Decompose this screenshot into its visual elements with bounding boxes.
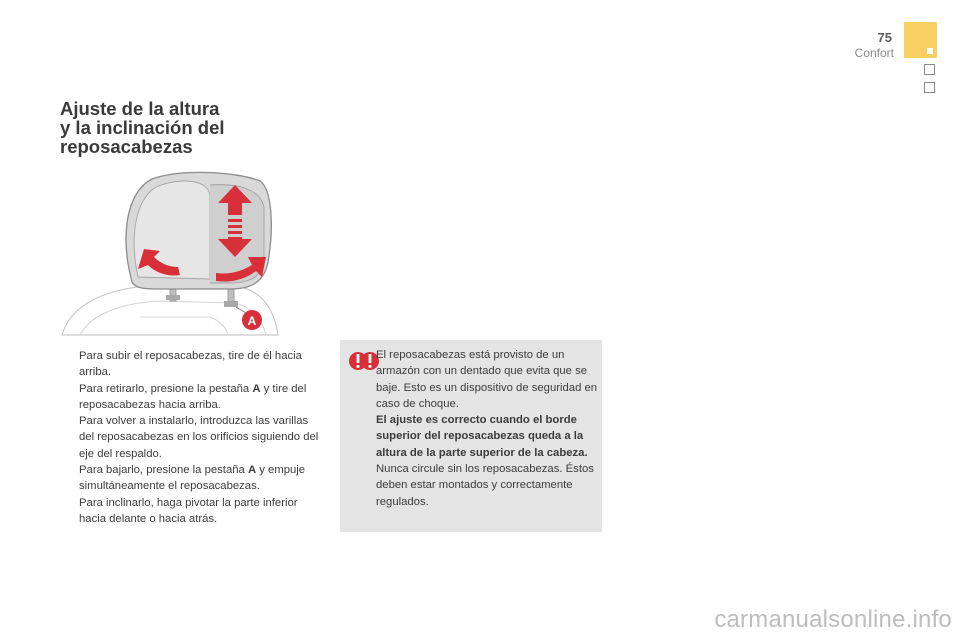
page-number: 75 (877, 30, 892, 45)
title-line: Ajuste de la altura (60, 98, 220, 119)
tab-reference: A (247, 464, 257, 477)
list-item (60, 495, 322, 528)
warning-text (376, 347, 598, 510)
warning-box (340, 340, 602, 532)
title-line: reposacabezas (60, 136, 193, 157)
headrest-illustration (60, 167, 282, 337)
warning-intro: El reposacabezas está provisto de un armazón con un dentado que evita que se baje. Esto es un dispositivo de seguridad en caso de choque. (376, 349, 598, 410)
list-item (60, 413, 322, 462)
watermark: carmanualsonline.info (714, 606, 952, 633)
callout-label: A (247, 314, 257, 328)
instruction-list (60, 348, 322, 527)
instruction-text: Para subir el reposacabezas, tire de él hacia arriba. (79, 350, 302, 379)
warning-exclamation-icon (349, 350, 379, 372)
tab-reference: A (252, 382, 261, 395)
list-item (60, 381, 322, 414)
chapter-tab-active[interactable] (904, 22, 937, 58)
instruction-text: Para retirarlo, presione la pestaña (79, 382, 253, 395)
instruction-text: Para bajarlo, presione la pestaña (79, 464, 248, 477)
warning-closing: Nunca circule sin los reposacabezas. Éstos deben estar montados y correctamente regulados. (376, 463, 594, 508)
instruction-text: y tire del reposacabezas hacia arriba. (79, 382, 307, 411)
list-item (60, 462, 322, 495)
chapter-tab[interactable] (924, 64, 935, 75)
title-line: y la inclinación del (60, 117, 225, 138)
instruction-text: Para volver a instalarlo, introduzca las varillas del reposacabezas en los orificios siguiendo del eje del respaldo. (79, 415, 319, 460)
tab-marker-icon (927, 48, 933, 54)
list-item (60, 348, 322, 381)
instruction-text: Para inclinarlo, haga pivotar la parte inferior hacia delante o hacia atrás. (79, 496, 298, 525)
chapter-tab[interactable] (924, 82, 935, 93)
warning-emphasis: El ajuste es correcto cuando el borde superior del reposacabezas queda a la altura de la parte superior de la cabeza. (376, 414, 588, 459)
instruction-text: y empuje simultáneamente el reposacabezas. (79, 464, 306, 493)
section-name: Confort (854, 46, 894, 60)
page-title (60, 99, 320, 156)
